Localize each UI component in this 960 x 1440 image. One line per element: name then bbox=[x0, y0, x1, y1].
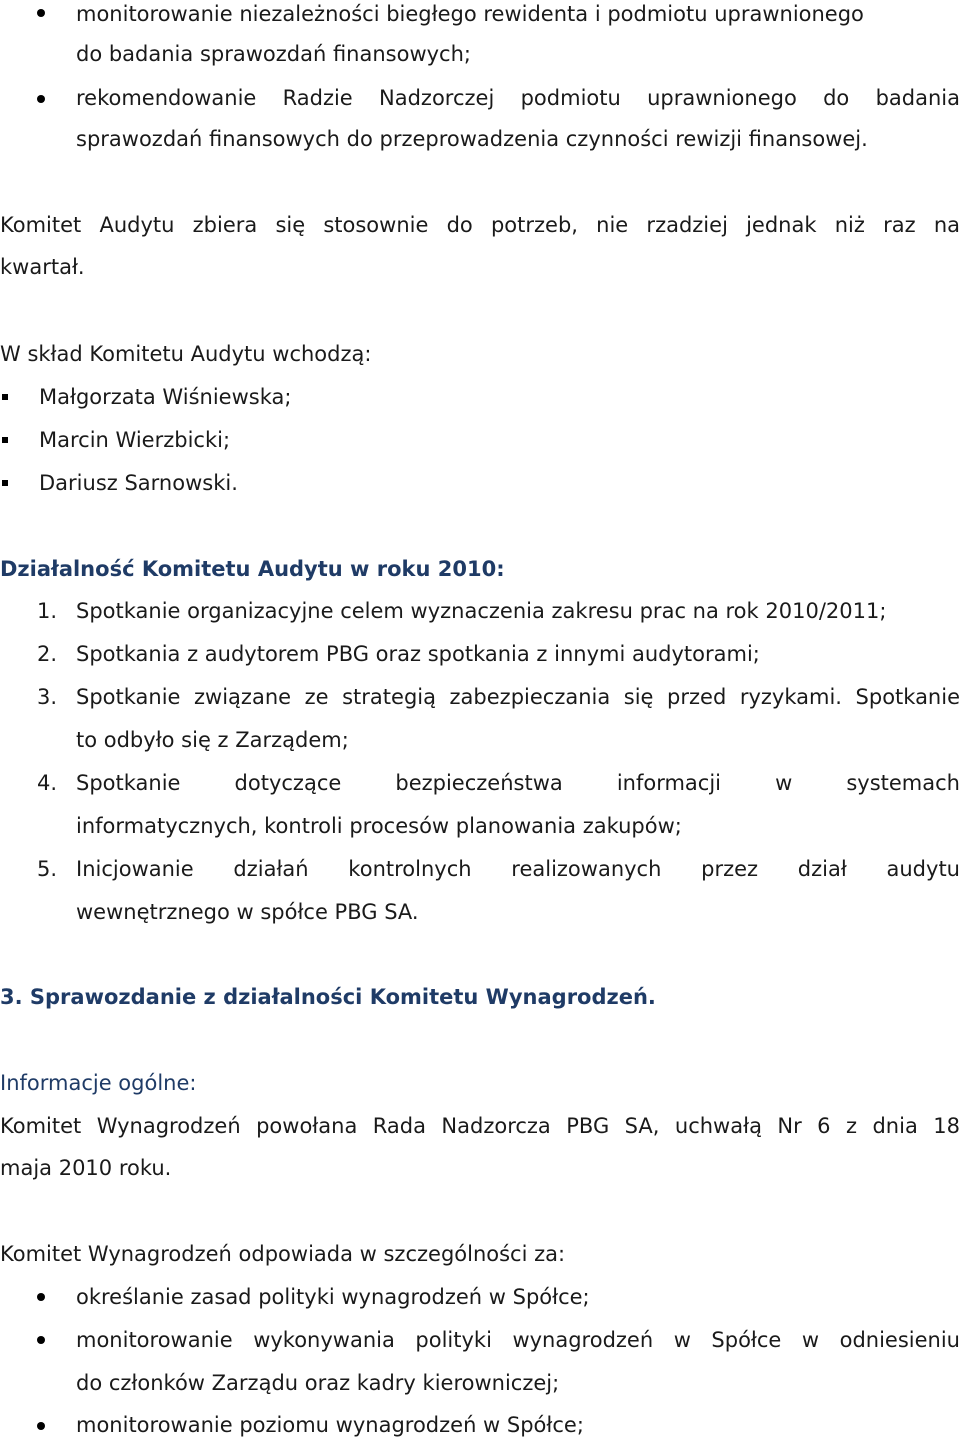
general-info-line-1: Komitet Wynagrodzeń powołana Rada Nadzorcza PBG SA, uchwałą Nr 6 z dnia 18 bbox=[0, 1114, 960, 1138]
member-item: Małgorzata Wiśniewska; bbox=[39, 385, 292, 409]
bullet-dot-icon bbox=[37, 1336, 45, 1344]
member-item: Marcin Wierzbicki; bbox=[39, 428, 231, 452]
bullet-item-2-line-2: sprawozdań finansowych do przeprowadzenia czynności rewizji finansowej. bbox=[76, 127, 868, 151]
bullet-dot-icon bbox=[37, 1293, 45, 1301]
list-number: 5. bbox=[37, 857, 58, 881]
general-info-line-2: maja 2010 roku. bbox=[0, 1156, 172, 1180]
bullet-item-1-line-1 bbox=[76, 0, 960, 28]
activity-item-4-line-2: informatycznych, kontroli procesów planowania zakupów; bbox=[76, 814, 682, 838]
square-bullet-icon bbox=[2, 437, 8, 443]
activity-item-2-line-1: Spotkania z audytorem PBG oraz spotkania z innymi audytorami; bbox=[76, 642, 760, 666]
responsibility-item-2-line-1: monitorowanie wykonywania polityki wynagrodzeń w Spółce w odniesieniu bbox=[76, 1328, 960, 1352]
square-bullet-icon bbox=[2, 394, 8, 400]
square-bullet-icon bbox=[2, 480, 8, 486]
list-number: 1. bbox=[37, 599, 58, 623]
paragraph-line-1: Komitet Audytu zbiera się stosownie do potrzeb, nie rzadziej jednak niż raz na bbox=[0, 213, 960, 237]
members-intro: W skład Komitetu Audytu wchodzą: bbox=[0, 342, 372, 366]
paragraph-line-2: kwartał. bbox=[0, 255, 85, 279]
text-run: monitorowanie niezależności biegłego rewidenta i podmiotu uprawnionego bbox=[76, 2, 864, 26]
member-item: Dariusz Sarnowski. bbox=[39, 471, 238, 495]
section-3-heading: 3. Sprawozdanie z działalności Komitetu Wynagrodzeń. bbox=[0, 985, 656, 1009]
activity-item-5-line-1: Inicjowanie działań kontrolnych realizowanych przez dział audytu bbox=[76, 857, 960, 881]
activity-item-3-line-2: to odbyło się z Zarządem; bbox=[76, 728, 349, 752]
activity-heading: Działalność Komitetu Audytu w roku 2010: bbox=[0, 557, 505, 581]
list-number: 2. bbox=[37, 642, 58, 666]
list-number: 3. bbox=[37, 685, 58, 709]
activity-item-3-line-1: Spotkanie związane ze strategią zabezpieczania się przed ryzykami. Spotkanie bbox=[76, 685, 960, 709]
general-info-heading: Informacje ogólne: bbox=[0, 1071, 197, 1095]
activity-item-1-line-1: Spotkanie organizacyjne celem wyznaczenia zakresu prac na rok 2010/2011; bbox=[76, 599, 887, 623]
responsibility-item-2-line-2: do członków Zarządu oraz kadry kierowniczej; bbox=[76, 1371, 560, 1395]
bullet-dot-icon bbox=[37, 95, 45, 103]
bullet-item-1-line-2: do badania sprawozdań finansowych; bbox=[76, 42, 471, 66]
bullet-dot-icon bbox=[37, 1422, 45, 1430]
activity-item-4-line-1: Spotkanie dotyczące bezpieczeństwa informacji w systemach bbox=[76, 771, 960, 795]
responsibilities-intro: Komitet Wynagrodzeń odpowiada w szczególności za: bbox=[0, 1242, 566, 1266]
bullet-dot-icon bbox=[37, 9, 45, 17]
activity-item-5-line-2: wewnętrznego w spółce PBG SA. bbox=[76, 900, 419, 924]
list-number: 4. bbox=[37, 771, 58, 795]
responsibility-item-1: określanie zasad polityki wynagrodzeń w Spółce; bbox=[76, 1285, 590, 1309]
bullet-item-2-line-1: rekomendowanie Radzie Nadzorczej podmiotu uprawnionego do badania bbox=[76, 86, 960, 110]
responsibility-item-3: monitorowanie poziomu wynagrodzeń w Spółce; bbox=[76, 1413, 584, 1437]
